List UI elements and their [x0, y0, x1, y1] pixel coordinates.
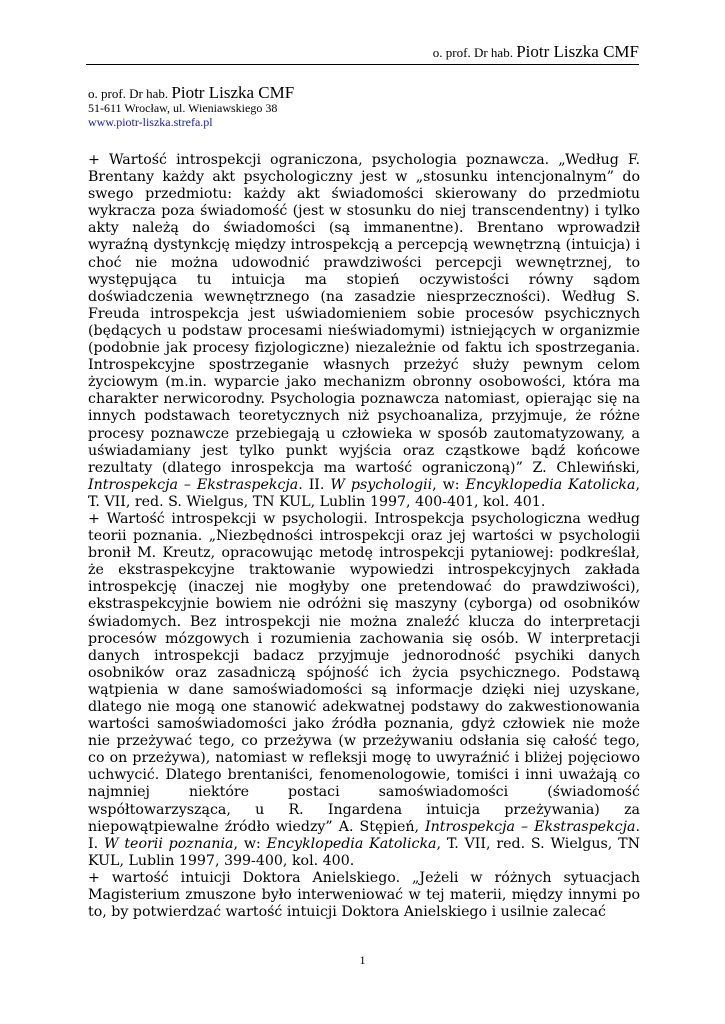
author-line — [88, 83, 295, 102]
paragraph-text: , T. VII, red. S. Wielgus, TN KUL, Lublin 1997, 400-401, kol. 401. — [88, 476, 640, 510]
header-prefix: o. prof. Dr hab. — [432, 45, 513, 60]
author-name: Piotr Liszka CMF — [171, 83, 295, 102]
main-text — [88, 152, 640, 921]
italic-title: W teorii poznania — [103, 835, 234, 852]
paragraph — [88, 870, 640, 921]
author-block — [88, 83, 295, 129]
running-header — [433, 42, 639, 62]
paragraph-text: , w: — [233, 835, 267, 852]
italic-title: W psychologii — [330, 476, 433, 493]
italic-title: Encyklopedia Katolicka — [266, 835, 437, 852]
paragraph-text: + Wartość introspekcji w psychologii. Introspekcja psychologiczna według teorii poznania. „Niezbędności introspekcji oraz jej wartości w psychologii bronił M. Kreutz, opracowując metodę introspekcji pytaniowej: podkreślał, że ekstraspekcyjne traktowanie wypowiedzi introspekcyjnych zakłada introspekcję (inaczej nie mogłyby one pretendować do prawdziwości), ekstraspekcyjnie bowiem nie odróżni się maszyny (cyborga) od osobników świadomych. Bez introspekcji nie można znaleźć klucza do interpretacji procesów mózgowych i rozumienia zachowania się osób. W interpretacji danych introspekcji badacz przyjmuje jednorodność psychiki danych osobników oraz zasadniczą spójność ich życia psychicznego. Podstawą wątpienia w dane samoświadomości są informacje dzięki niej uzyskane, dlatego nie mogą one stanowić adekwatnej podstawy do zakwestionowania wartości samoświadomości jako źródła poznania, gdyż człowiek nie może nie przeżywać tego, co przeżywa (w przeżywaniu odsłania się całość tego, co on przeżywa), natomiast w refleksji mogę to uwyraźnić i bliżej pojęciowo uchwycić. Dlatego brentaniści, fenomenologowie, tomiści i inni uważają co najmniej niektóre postaci samoświadomości (świadomość współtowarzysząca, u R. Ingardena intuicja przeżywania) za niepowątpiewalne źródło wiedzy” A. Stępień, — [88, 510, 640, 835]
italic-title: Introspekcja – Ekstraspekcja — [425, 818, 636, 835]
header-name: Piotr Liszka CMF — [516, 42, 639, 61]
paragraph-text: + wartość intuicji Doktora Anielskiego. „Jeżeli w różnych sytuacjach Magisterium zmuszone było interweniować w tej materii, między innymi po to, by potwierdzać wartość intuicji Doktora Anielskiego i usilnie zalecać — [88, 869, 640, 921]
author-address: 51-611 Wrocław, ul. Wieniawskiego 38 — [88, 101, 278, 115]
paragraph — [88, 511, 640, 870]
author-prefix: o. prof. Dr hab. — [88, 86, 169, 101]
paragraph-text: + Wartość introspekcji ograniczona, psychologia poznawcza. „Według F. Brentany każdy akt psychologiczny jest w „stosunku intencjonalnym” do swego przedmiotu: każdy akt świadomości skierowany do przedmiotu wykracza poza świadomość (jest w stosunku do niej transcendentny) i tylko akty należą do świadomości (są immanentne). Brentano wprowadził wyraźną dystynkcję między introspekcją a percepcją wewnętrzną (intuicja) i choć nie można udowodnić prawdziwości percepcji wewnętrznej, to występująca tu intuicja ma stopień oczywistości równy sądom doświadczenia wewnętrznego (na zasadzie niesprzeczności). Według S. Freuda introspekcja jest uświadomieniem sobie procesów psychicznych (będących u podstaw procesami nieświadomymi) istniejących w organizmie (podobnie jak procesy fizjologiczne) niezależnie od faktu ich spostrzegania. Introspekcyjne spostrzeganie własnych przeżyć służy pewnym celom życiowym (m.in. wyparcie jako mechanizm obronny osobowości, która ma charakter nerwicorodny. Psychologia poznawcza natomiast, opierając się na innych podstawach teoretycznych niż psychoanaliza, przyjmuje, że różne procesy poznawcze przebiegają u człowieka w sposób zautomatyzowany, a uświadamiany jest tylko punkt wyjścia oraz cząstkowe bądź końcowe rezultaty (dlatego inrospekcja ma wartość ograniczoną)” Z. Chlewiński, — [88, 152, 640, 476]
author-website-link[interactable]: www.piotr-liszka.strefa.pl — [88, 115, 213, 129]
italic-title: Encyklopedia Katolicka — [465, 476, 636, 493]
paragraph-text: . I. — [88, 818, 640, 852]
page-number: 1 — [359, 953, 366, 967]
paragraph-text: , w: — [432, 476, 466, 493]
paragraph-text: , T. VII, red. S. Wielgus, TN KUL, Lublin 1997, 399-400, kol. 400. — [88, 835, 640, 869]
header-rule — [86, 64, 639, 65]
italic-title: Introspekcja – Ekstraspekcja — [88, 476, 299, 493]
paragraph — [88, 152, 640, 511]
paragraph-text: . II. — [298, 476, 331, 493]
